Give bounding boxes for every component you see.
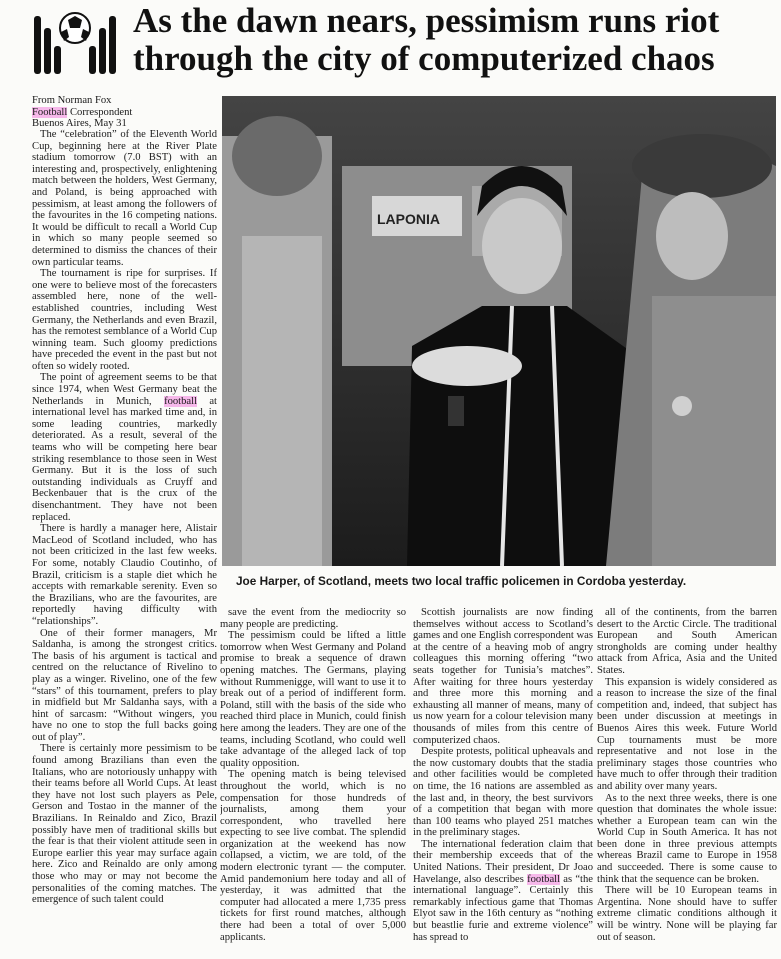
photo-image: [222, 96, 776, 566]
headline-line-2: through the city of computerized chaos: [133, 39, 715, 78]
photo-sign-text: LAPONIA: [377, 211, 440, 227]
article-paragraph: As to the next three weeks, there is one question that dominates the whole issue: whether a European team can win the World Cup in South America. It has not been done in three previous attempts whereas Brazil came to Europe in 1958 and succeeded. There is some cause to think that the sequence can be broken.: [597, 792, 777, 885]
article-paragraph: The opening match is being televised throughout the world, which is no compensation for those hundreds of journalists, among them your correspondent, who travelled here expecting to see live combat. The splendid organization at the weekend has now collapsed, a victim, we are told, of the modern electronic tyrant — the computer. Amid pandemonium here today and all of yesterday, it was admitted that the computer had allocated a mere 1,735 press tickets for first round matches, although there had been a total of over 5,000 applicants.: [220, 769, 406, 943]
article-paragraph: Despite protests, political upheavals and the now customary doubts that the stadia and other facilities would be completed on time, the 16 nations are assembled as the last and, in theory, the best survivors of a competition that began with more than 100 teams who played 251 matches in the preliminary stages.: [413, 746, 593, 839]
article-column-1: [32, 129, 217, 954]
article-paragraph: The pessimism could be lifted a little tomorrow when West Germany and Poland promise to break a sequence of drawn opening matches. The Germans, playing without Rummenigge, will want to use it to break out of a period of indifferent form. Poland, still with the basis of the side who reached third place in Munich, could finish here among the leaders. They are one of the teams, including Scotland, who could well take advantage of the alleged lack of top quality opposition.: [220, 630, 406, 769]
article-paragraph: The point of agreement seems to be that since 1974, when West Germany beat the Netherlands in Munich, football at international level has marked time and, in some leading countries, markedly deteriorated. As a result, several of the teams who will be competing here bear striking resemblance to those seen in West Germany. But it is the loss of such outstanding individuals as Cruyff and Beckenbauer that is the crux of the disenchantment. They have not been replaced.: [32, 372, 217, 523]
article-paragraph: The “celebration” of the Eleventh World Cup, beginning here at the River Plate stadium tomorrow (7.0 BST) with an interesting and, prospectively, enlightening match between the holders, West Germany, and Poland, is being approached with pessimism, at least among the followers of the favourites in the 16 competing nations. It would be difficult to recall a World Cup in which so many people seemed so determined to dismiss the chances of their own particular teams.: [32, 129, 217, 268]
article-paragraph: This expansion is widely considered as a reason to increase the size of the final competition and, indeed, that subject has been under discussion at meetings in Buenos Aires this week. Future World Cup tournaments must be more representative and not lose in the preliminary stages those countries who have much to offer through their tradition and ability over many years.: [597, 676, 777, 792]
article-paragraph: save the event from the mediocrity so many people are predicting.: [220, 607, 406, 630]
byline-role: [32, 107, 217, 119]
photo-caption: Joe Harper, of Scotland, meets two local traffic policemen in Cordoba yesterday.: [236, 574, 687, 588]
headline: [133, 2, 773, 78]
article-column-2: [220, 607, 406, 955]
world-cup-logo-icon: [30, 6, 120, 76]
headline-line-1: As the dawn nears, pessimism runs riot: [133, 1, 720, 40]
article-paragraph: There is certainly more pessimism to be found among Brazilians than even the Italians, who are notoriously unhappy with their teams before all World Cups. At least they have not lost such players as Pele, Gerson and Tostao in the manner of the Brazilians. In Reinaldo and Zico, Brazil possibly have men of traditional skills but the fear is that their violent attitude seen in Europe earlier this year may surface again here. Zico and Reinaldo are only among those who may or may not become the personalities of the coming matches. The emergence of such talent could: [32, 743, 217, 906]
article-paragraph: There will be 10 European teams in Argentina. None should have to suffer extreme climatic conditions although it will be wintry. None will be playing far out of season.: [597, 885, 777, 943]
search-highlight: football: [164, 395, 198, 407]
article-paragraph: Scottish journalists are now finding themselves without access to Scotland’s games and one English correspondent was at the centre of a heaving mob of angry colleagues this morning offering “two seats together for Tunisia’s matches”. After waiting for three hours yesterday and three more this morning and exhausting all manner of means, many of us now yearn for a colour television many thousands of miles from this centre of computerized chaos.: [413, 607, 593, 746]
article-paragraph: One of their former managers, Mr Saldanha, is among the strongest critics. The basis of his argument is tactical and centred on the reluctance of Rivelino to play as a winger. Rivelino, one of the few “stars” of this tournament, prefers to play in midfield but Mr Saldanha says, with a hint of sarcasm: “Without wingers, you have no one to stop the full backs going out of play”.: [32, 627, 217, 743]
search-highlight: football: [527, 873, 561, 885]
article-paragraph: The international federation claim that their membership exceeds that of the United Nations. Their president, Dr Joao Havelange, also describes football as “the international language”. Certainly this remarkably infectious game that Thomas Elyot saw in the 16th century as “nothing but beastlie furie and extreme violence” has spread to: [413, 838, 593, 943]
byline-dateline: Buenos Aires, May 31: [32, 118, 127, 130]
byline-author: From Norman Fox: [32, 95, 112, 106]
article-column-3: [413, 607, 593, 955]
news-photo: [222, 96, 776, 566]
article-column-4: [597, 607, 777, 955]
article-paragraph: all of the continents, from the barren desert to the Arctic Circle. The traditional European and South American strongholds are coming under healthy attack from Africa, Asia and the United States.: [597, 607, 777, 676]
article-paragraph: The tournament is ripe for surprises. If one were to believe most of the forecasters assembled here, none of the well-established countries, including West Germany, the Netherlands and even Brazil, has the remotest semblance of a World Cup winning team. Such gloomy predictions have preceded the event in the past but not often so widely rooted.: [32, 268, 217, 372]
article-paragraph: There is hardly a manager here, Alistair MacLeod of Scotland included, who has not been criticized in the last few weeks. For some, notably Claudio Coutinho, of Brazil, criticism is a staple diet which he accepts with remarkable serenity. Even so the Brazilians, who are the favourites, are reportedly having difficulty with “relationships”.: [32, 523, 217, 627]
byline-role-rest: Correspondent: [67, 106, 133, 118]
byline: [32, 95, 217, 130]
search-highlight: Football: [32, 106, 68, 118]
